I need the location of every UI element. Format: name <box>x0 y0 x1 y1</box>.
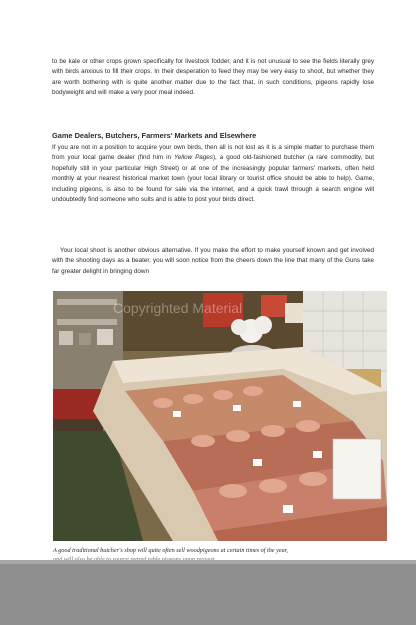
paragraph-2-part-1: If you are not in a position to acquire your own birds, then all is not lost as it is a simple matter to purchase them from your local game dealer (find him in <box>52 144 374 162</box>
paragraph-2-italic: Yellow Pages <box>173 154 213 162</box>
overlay-edge <box>0 560 416 564</box>
caption-line-1: A good traditional butcher's shop will quite often sell woodpigeons at certain times of the year, <box>53 547 288 554</box>
paragraph-2 <box>52 143 374 205</box>
photo-watermark: Copyrighted Material <box>113 300 243 316</box>
paragraph-1: to be kale or other crops grown specifically for livestock fodder, and it is not unusual to see the fields literally grey with birds anxious to fill their crops. In their desperation to feed they may be very easy to shoot, but whether they are worth bothering with is quite another matter due to the fact that, in such conditions, pigeons rapidly lose bodyweight and will make a very poor meal indeed. <box>52 58 374 97</box>
preview-overlay <box>0 560 416 625</box>
paragraph-2-part-2: ), a good old-fashioned butcher (a rare commodity, but hopefully still in your particular High Street) or at one of the increasingly popular farmers' markets, often held monthly at your nearest historical market town (your local library or tourist office should be able to help). Game, including pigeons, is also to be found for sale via the internet, and a quick trawl through a search engine will undoubtedly find someone who suits and is able to post your birds direct. <box>52 154 374 204</box>
section-heading: Game Dealers, Butchers, Farmers' Markets and Elsewhere <box>52 131 257 140</box>
butcher-shop-photo <box>53 291 387 541</box>
paragraph-3: Your local shoot is another obvious alternative. If you make the effort to make yourself known and get involved with the shooting days as a beater, you will soon notice from the cheers down the line that many of the Guns take far greater delight in bringing down <box>52 247 374 275</box>
